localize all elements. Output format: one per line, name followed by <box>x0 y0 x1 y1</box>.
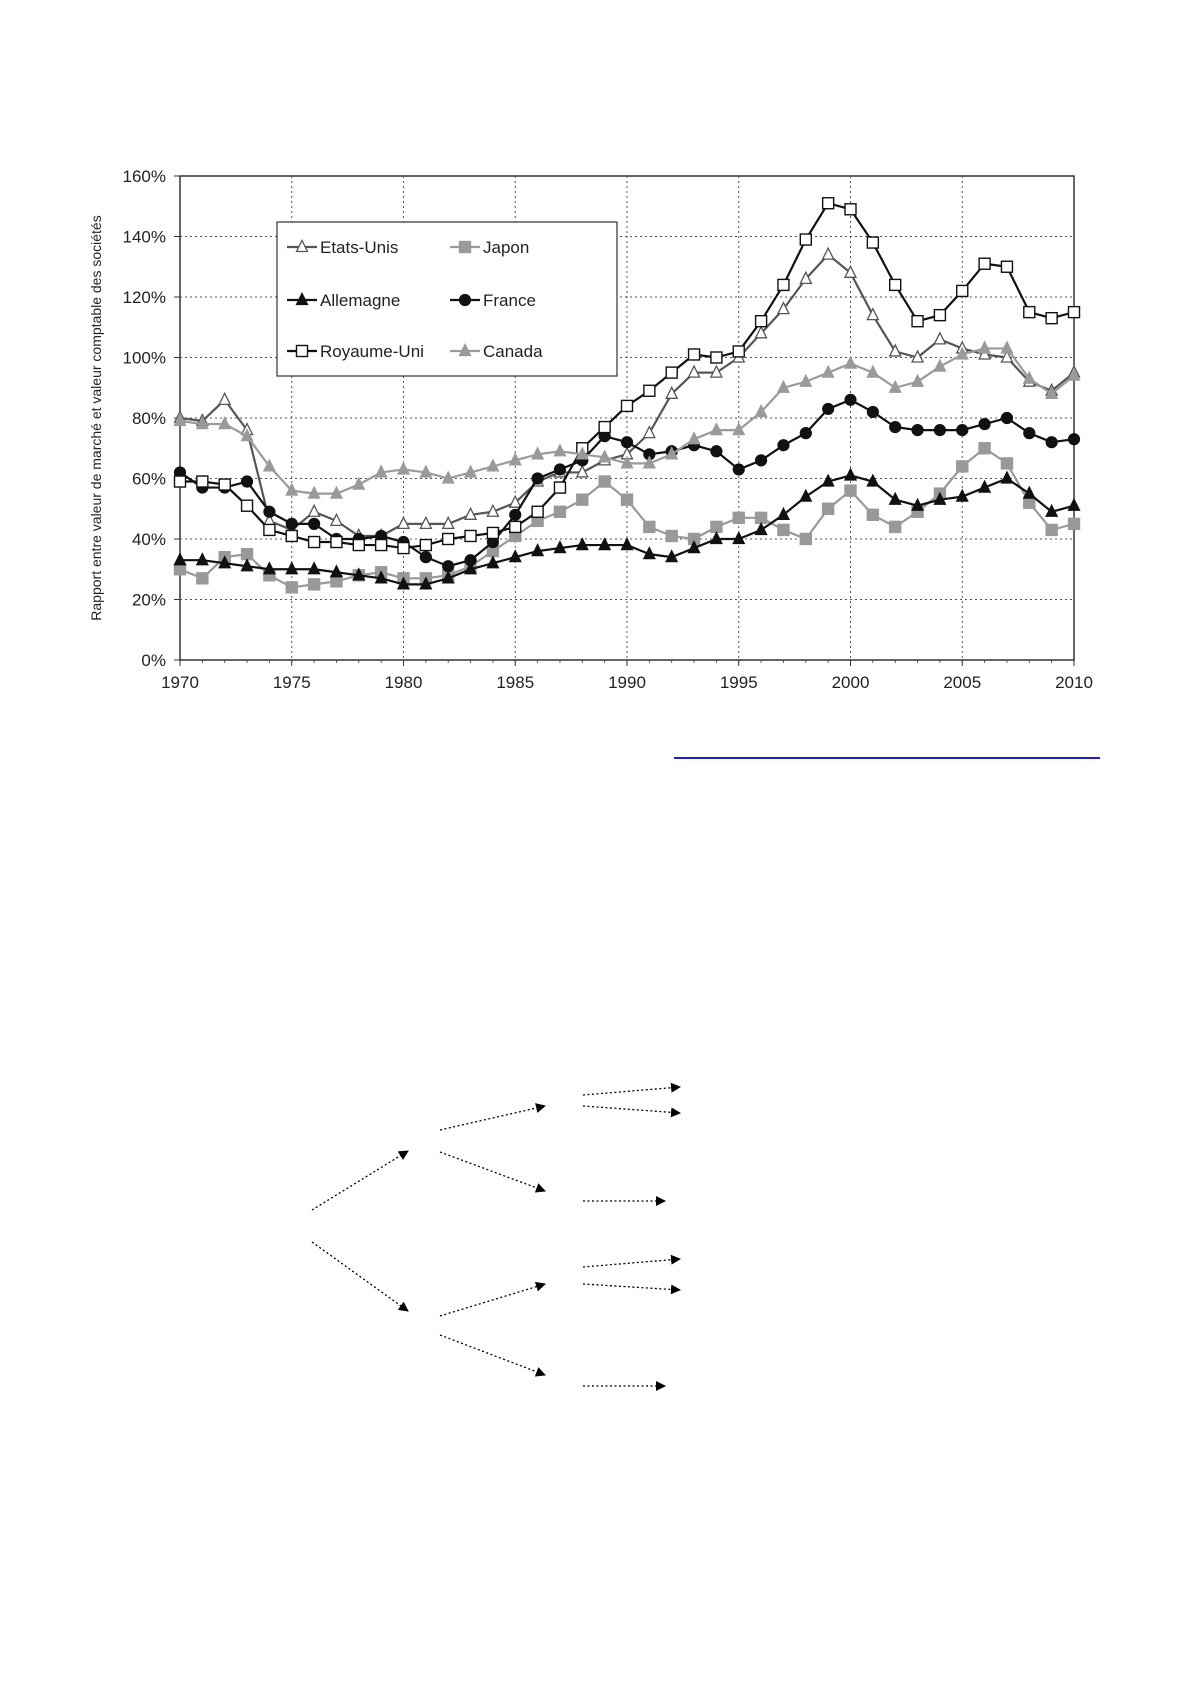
data-point-allemagne <box>890 493 901 504</box>
y-axis-label: Rapport entre valeur de marché et valeur comptable des sociétés <box>88 215 104 621</box>
data-point-royaume-uni <box>242 500 253 511</box>
data-point-allemagne <box>800 490 811 501</box>
x-tick-label: 1975 <box>272 673 311 692</box>
data-point-france <box>1001 413 1012 424</box>
data-point-allemagne <box>1024 487 1035 498</box>
data-point-japon <box>331 576 342 587</box>
x-tick-label: 1985 <box>496 673 535 692</box>
data-point-japon <box>957 461 968 472</box>
y-tick-label: 160% <box>122 167 166 186</box>
data-point-canada <box>398 463 409 474</box>
data-point-france <box>1024 428 1035 439</box>
data-point-japon <box>554 506 565 517</box>
data-point-royaume-uni <box>331 537 342 548</box>
data-point-france <box>711 446 722 457</box>
data-point-royaume-uni <box>867 237 878 248</box>
hyperlink-underline[interactable] <box>674 757 1100 759</box>
data-point-japon <box>800 534 811 545</box>
legend-marker <box>297 346 308 357</box>
data-point-royaume-uni <box>510 521 521 532</box>
data-point-allemagne <box>845 469 856 480</box>
data-point-canada <box>554 445 565 456</box>
data-point-etats-unis <box>219 393 230 404</box>
data-point-france <box>845 394 856 405</box>
data-point-japon <box>197 573 208 584</box>
data-point-etats-unis <box>823 248 834 259</box>
arrow-b-up <box>440 1284 545 1316</box>
data-point-france <box>778 440 789 451</box>
data-point-japon <box>890 521 901 532</box>
x-tick-label: 2000 <box>831 673 870 692</box>
data-point-royaume-uni <box>353 540 364 551</box>
data-point-royaume-uni <box>420 540 431 551</box>
arrow-a-up <box>440 1106 545 1130</box>
data-point-royaume-uni <box>689 349 700 360</box>
legend-marker <box>460 242 471 253</box>
data-point-royaume-uni <box>890 279 901 290</box>
data-point-royaume-uni <box>398 543 409 554</box>
data-point-canada <box>845 357 856 368</box>
data-point-japon <box>175 564 186 575</box>
line-chart <box>0 0 1191 740</box>
arrow-a1-down <box>583 1106 680 1113</box>
data-point-japon <box>979 443 990 454</box>
data-point-royaume-uni <box>1046 313 1057 324</box>
x-tick-label: 1990 <box>608 673 646 692</box>
y-tick-label: 100% <box>122 348 166 368</box>
data-point-royaume-uni <box>487 527 498 538</box>
data-point-japon <box>644 521 655 532</box>
data-point-japon <box>756 512 767 523</box>
data-point-royaume-uni <box>465 530 476 541</box>
legend-label: Etats-Unis <box>320 238 399 257</box>
data-point-etats-unis <box>867 309 878 320</box>
data-point-france <box>286 518 297 529</box>
data-point-royaume-uni <box>756 316 767 327</box>
data-point-france <box>1069 434 1080 445</box>
arrow-a1-up <box>583 1087 680 1095</box>
y-tick-label: 20% <box>131 590 166 610</box>
y-tick-label: 80% <box>131 409 166 428</box>
data-point-japon <box>1024 497 1035 508</box>
data-point-france <box>510 509 521 520</box>
y-tick-label: 140% <box>122 227 166 247</box>
data-point-france <box>800 428 811 439</box>
data-point-france <box>867 406 878 417</box>
data-point-royaume-uni <box>532 506 543 517</box>
data-point-france <box>264 506 275 517</box>
data-point-royaume-uni <box>845 204 856 215</box>
data-point-japon <box>867 509 878 520</box>
data-point-japon <box>733 512 744 523</box>
data-point-france <box>957 425 968 436</box>
data-point-royaume-uni <box>912 316 923 327</box>
data-point-japon <box>242 549 253 560</box>
x-axis-ticks <box>161 660 1093 692</box>
data-point-allemagne <box>1069 499 1080 510</box>
data-point-royaume-uni <box>599 422 610 433</box>
data-point-allemagne <box>778 508 789 519</box>
data-point-japon <box>1001 458 1012 469</box>
x-tick-label: 1995 <box>719 673 758 692</box>
data-point-allemagne <box>756 523 767 534</box>
y-tick-label: 120% <box>122 288 166 307</box>
arrow-a-down <box>440 1152 545 1191</box>
arrow-b1-up <box>583 1259 680 1267</box>
data-point-royaume-uni <box>175 476 186 487</box>
data-point-etats-unis <box>845 266 856 277</box>
data-point-japon <box>1046 524 1057 535</box>
data-point-france <box>532 473 543 484</box>
data-point-royaume-uni <box>554 482 565 493</box>
legend-label: France <box>483 291 536 310</box>
data-point-france <box>309 518 320 529</box>
data-point-japon <box>622 494 633 505</box>
data-point-royaume-uni <box>778 279 789 290</box>
data-point-japon <box>666 530 677 541</box>
data-point-france <box>622 437 633 448</box>
data-point-japon <box>309 579 320 590</box>
data-point-royaume-uni <box>309 537 320 548</box>
data-point-royaume-uni <box>823 198 834 209</box>
data-point-france <box>465 555 476 566</box>
data-point-royaume-uni <box>979 258 990 269</box>
data-point-france <box>756 455 767 466</box>
data-point-royaume-uni <box>934 310 945 321</box>
arrow-root-up <box>312 1151 408 1210</box>
arrow-b1-down <box>583 1284 680 1290</box>
data-point-japon <box>823 503 834 514</box>
legend-label: Allemagne <box>320 291 401 310</box>
data-point-etats-unis <box>309 505 320 516</box>
data-point-japon <box>286 582 297 593</box>
data-point-etats-unis <box>934 333 945 344</box>
legend <box>277 222 617 376</box>
data-point-royaume-uni <box>1069 307 1080 318</box>
data-point-japon <box>778 524 789 535</box>
y-tick-label: 0% <box>141 651 166 670</box>
data-point-allemagne <box>1001 472 1012 483</box>
data-point-royaume-uni <box>1024 307 1035 318</box>
data-point-france <box>912 425 923 436</box>
data-point-canada <box>912 375 923 386</box>
data-point-royaume-uni <box>644 385 655 396</box>
data-point-japon <box>845 485 856 496</box>
data-point-royaume-uni <box>733 346 744 357</box>
x-tick-label: 1980 <box>384 673 423 692</box>
data-point-japon <box>599 476 610 487</box>
legend-label: Canada <box>483 342 543 361</box>
data-point-france <box>554 464 565 475</box>
data-point-royaume-uni <box>197 476 208 487</box>
data-point-france <box>979 419 990 430</box>
data-point-japon <box>577 494 588 505</box>
data-point-royaume-uni <box>219 479 230 490</box>
data-point-royaume-uni <box>957 285 968 296</box>
data-point-france <box>443 561 454 572</box>
data-point-france <box>242 476 253 487</box>
arrow-root-down <box>312 1242 408 1311</box>
x-tick-label: 2005 <box>943 673 982 692</box>
legend-marker <box>460 295 471 306</box>
x-tick-label: 1970 <box>161 673 199 692</box>
data-point-royaume-uni <box>443 534 454 545</box>
data-point-royaume-uni <box>800 234 811 245</box>
data-point-royaume-uni <box>711 352 722 363</box>
data-point-france <box>934 425 945 436</box>
data-point-royaume-uni <box>666 367 677 378</box>
data-point-france <box>890 422 901 433</box>
data-point-royaume-uni <box>376 540 387 551</box>
x-tick-label: 2010 <box>1055 673 1093 692</box>
data-point-royaume-uni <box>286 530 297 541</box>
legend-label: Royaume-Uni <box>320 342 424 361</box>
data-point-royaume-uni <box>264 524 275 535</box>
data-point-japon <box>711 521 722 532</box>
data-point-france <box>420 552 431 563</box>
data-point-france <box>1046 437 1057 448</box>
data-point-france <box>823 403 834 414</box>
data-point-royaume-uni <box>1001 261 1012 272</box>
data-point-japon <box>1069 518 1080 529</box>
y-tick-label: 60% <box>131 469 166 489</box>
data-point-royaume-uni <box>622 400 633 411</box>
legend-label: Japon <box>483 238 530 257</box>
y-tick-label: 40% <box>131 530 166 549</box>
y-axis-ticks <box>123 167 180 670</box>
data-point-france <box>733 464 744 475</box>
arrow-b-down <box>440 1335 545 1375</box>
